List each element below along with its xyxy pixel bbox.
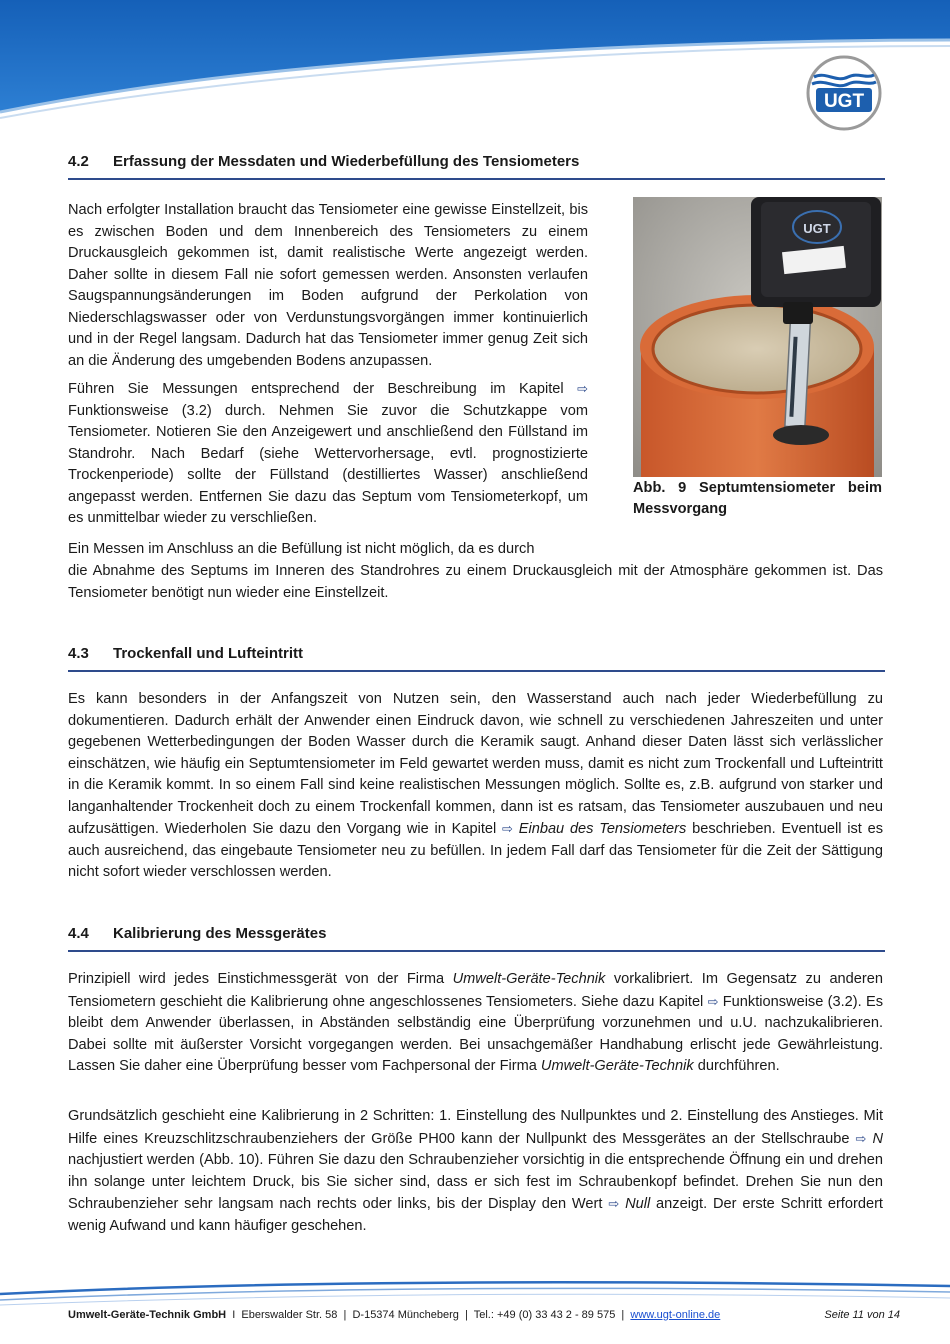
company-name: Umwelt-Geräte-Technik bbox=[452, 971, 606, 987]
footer-company: Umwelt-Geräte-Technik GmbH bbox=[68, 1309, 227, 1321]
section-title: Trockenfall und Lufteintritt bbox=[113, 645, 303, 662]
ref-n[interactable]: N bbox=[872, 1130, 883, 1147]
arrow-right-icon: ⇨ bbox=[608, 1196, 620, 1211]
septum-tensiometer-photo bbox=[633, 197, 882, 477]
paragraph-4-2-3a: Ein Messen im Anschluss an die Befüllung ist nicht möglich, da es durch bbox=[68, 541, 535, 557]
section-title: Erfassung der Messdaten und Wiederbefüllung des Tensiometers bbox=[113, 153, 580, 170]
section-number: 4.4 bbox=[68, 925, 89, 942]
page-number: Seite 11 von 14 bbox=[824, 1309, 900, 1321]
chapter-link-funktionsweise[interactable]: Funktionsweise (3.2) bbox=[722, 993, 858, 1010]
arrow-right-icon: ⇨ bbox=[502, 821, 513, 836]
arrow-right-icon: ⇨ bbox=[855, 1130, 867, 1146]
page-footer: Umwelt-Geräte-Technik GmbH I Eberswalder Str. 58 | D-15374 Müncheberg | Tel.: +49 (0) 33 43 2 - 89 575 | www.ugt-online.de Seite 11 von 14 bbox=[68, 1309, 900, 1321]
section-heading-4-2 bbox=[68, 153, 885, 180]
section-heading-4-4 bbox=[68, 925, 885, 952]
company-name: Umwelt-Geräte-Technik bbox=[540, 1058, 694, 1074]
paragraph-4-2-3b: die Abnahme des Septums im Inneren des Standrohres zu einem Druckausgleich mit der Atmosphäre gekommen ist. Das Tensiometer benötigt nun wieder eine Einstellzeit. bbox=[68, 563, 883, 601]
section-number: 4.2 bbox=[68, 153, 89, 170]
footer-wave-lines bbox=[0, 1270, 950, 1310]
footer-website-link[interactable]: www.ugt-online.de bbox=[630, 1309, 721, 1321]
paragraph-4-3-1: Es kann besonders in der Anfangszeit von Nutzen sein, den Wasserstand auch nach jeder Wiederbefüllung zu dokumentieren. Dadurch erhält der Anwender einen Eindruck davon, wie schnell zu verschiedenen Jahreszeiten und unter gegebenen Wetterbedingungen der Boden Wasser durch die Keramik saugt. Anhand dieser Daten lässt sich verlässlicher einschätzen, wie häufig ein Septumtensiometer im Feld gewartet werden muss, damit es nicht zum Trockenfall und Lufteintritt in die Keramik kommt. In so einem Fall sind keine realistischen Messungen möglich. Sollte es, z.B. aufgrund von starker und langanhaltender Trockenheit doch zu einem Trockenfall kommen, dann ist es ratsam, das Tensiometer auszubauen und neu aufzusättigen. Wiederholen Sie dazu den Vorgang wie in Kapitel ⇨ Einbau des Tensiometers beschrieben. Eventuell ist es auch ausreichend, das eingebaute Tensiometer neu zu befüllen. In jedem Fall darf das Tensiometer für die Zeit der Sättigung nicht sofort wieder verschlossen werden. bbox=[68, 691, 883, 880]
footer-address: Eberswalder Str. 58 | D-15374 Müncheberg | Tel.: +49 (0) 33 43 2 - 89 575 | bbox=[241, 1309, 631, 1321]
paragraph-4-4-2: Grundsätzlich geschieht eine Kalibrierung in 2 Schritten: 1. Einstellung des Nullpunktes und 2. Einstellung des Anstieges. Mit Hilfe eines Kreuzschlitzschraubenziehers der Größe PH00 kann der Nullpunkt des Messgerätes an der Stellschraube ⇨ N nachjustiert werden (Abb. 10). Führen Sie dazu den Schraubenzieher vorsichtig in die entsprechende Öffnung ein und drehen ihn solange unter leichtem Druck, bis Sie sicher sind, dass er sich fest im Schraubenkopf befindet. Drehen Sie nun den Schraubenzieher sehr langsam nach rechts oder links, bis der Display den Wert ⇨ Null anzeigt. Der erste Schritt erfordert wenig Aufwand und kann häufiger geschehen. bbox=[68, 1108, 883, 1234]
paragraph-4-2-2: Führen Sie Messungen entsprechend der Beschreibung im Kapitel ⇨ Funktionsweise (3.2) durch. Nehmen Sie zuvor die Schutzkappe vom Tensiometer. Notieren Sie den Anzeigewert und anschließend den Füllstand im Standrohr. Nach Bedarf (siehe Wettervorhersage, evtl. prognostizierte Trockenperiode) sollte der Füllstand (destilliertes Wasser) anschließend angepasst werden. Entfernen Sie dazu das Septum vom Tensiometerkopf, um es unmittelbar wieder zu verschließen. bbox=[68, 381, 588, 526]
device-label: UGT bbox=[803, 221, 831, 236]
arrow-right-icon: ⇨ bbox=[707, 993, 719, 1009]
chapter-link-funktionsweise[interactable]: Funktionsweise (3.2) bbox=[68, 402, 212, 419]
paragraph-4-2-1: Nach erfolgter Installation braucht das Tensiometer eine gewisse Einstellzeit, bis es zwischen Boden und dem Innenbereich des Tensiometers zu einem Druckausgleich gekommen ist, damit realistische Werte angezeigt werden. Daher sollte in diesem Fall nie sofort gemessen werden. Ansonsten verlaufen Saugspannungsänderungen im Boden aufgrund der Perkolation von Niederschlagswasser oder von Verdunstungsvorgängen immer kontinuierlich und in der Regel langsam. Dadurch hat das Tensiometer immer genug Zeit sich an die Änderung des umgebenden Bodens anzupassen. bbox=[68, 202, 588, 369]
ref-null[interactable]: Null bbox=[625, 1196, 651, 1212]
paragraph-4-4-1: Prinzipiell wird jedes Einstichmessgerät von der Firma Umwelt-Geräte-Technik vorkalibriert. Im Gegensatz zu anderen Tensiometern geschieht die Kalibrierung ohne angeschlossenes Tensiometers. Siehe dazu Kapitel ⇨ Funktionsweise (3.2). Es bleibt dem Anwender überlassen, in Abständen selbständig eine Überprüfung vorzunehmen und u.U. nachzukalibrieren. Dabei sollte mit äußerster Vorsicht vorgegangen werden. Bei unsachgemäßer Handhabung erlischt jede Gewährleistung. Lassen Sie daher eine Überprüfung besser vom Fachpersonal der Firma Umwelt-Geräte-Technik durchführen. bbox=[68, 971, 884, 1074]
ugt-logo bbox=[806, 55, 882, 131]
section-number: 4.3 bbox=[68, 645, 89, 662]
figure-caption: Abb. 9 Septumtensiometer beim Messvorgang bbox=[633, 480, 882, 517]
chapter-link-einbau[interactable]: Einbau des Tensiometers bbox=[518, 821, 687, 837]
arrow-right-icon: ⇨ bbox=[577, 381, 588, 396]
section-title: Kalibrierung des Messgerätes bbox=[113, 925, 327, 942]
section-heading-4-3 bbox=[68, 645, 885, 672]
logo-text: UGT bbox=[823, 91, 865, 112]
